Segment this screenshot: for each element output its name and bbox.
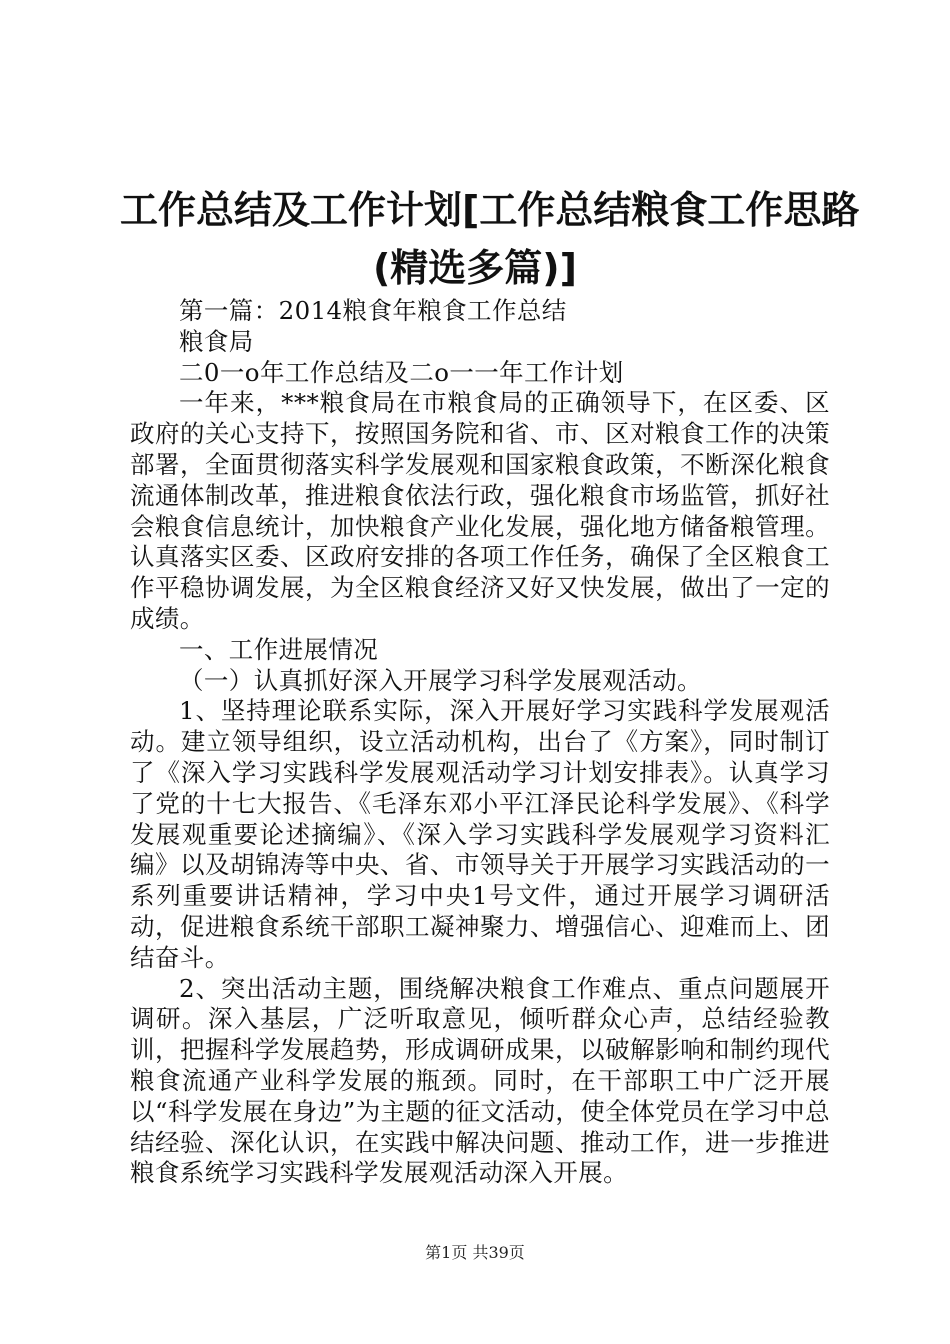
author-line: 粮食局 xyxy=(179,326,254,356)
section-heading: 第一篇：2014粮食年粮食工作总结 xyxy=(179,296,567,325)
document-title-line-2: (精选多篇)] xyxy=(372,246,578,290)
subtitle-line: 二0一o年工作总结及二o一一年工作计划 xyxy=(179,357,624,387)
section-heading: 一、工作进展情况 xyxy=(179,634,379,664)
body-paragraph: 2、突出活动主题，围绕解决粮食工作难点、重点问题展开调研。深入基层，广泛听取意见，倾听群众心声，总结经验教训，把握科学发展趋势，形成调研成果，以破解影响和制约现代粮食流通产业科学发展的瓶颈。同时，在干部职工中广泛开展以“科学发展在身边”为主题的征文活动，使全体党员在学习中总结经验、深化认识，在实践中解决问题、推动工作，进一步推进粮食系统学习实践科学发展观活动深入开展。 xyxy=(130,973,830,1188)
body-paragraph: 1、坚持理论联系实际，深入开展好学习实践科学发展观活动。建立领导组织，设立活动机构，出台了《方案》，同时制订了《深入学习实践科学发展观活动学习计划安排表》。认真学习了党的十七大报告、《毛泽东邓小平江泽民论科学发展》、《科学发展观重要论述摘编》、《深入学习实践科学发展观学习资料汇编》以及胡锦涛等中央、省、市领导关于开展学习实践活动的一系列重要讲话精神，学习中央1号文件，通过开展学习调研活动，促进粮食系统干部职工凝神聚力、增强信心、迎难而上、团结奋斗。 xyxy=(130,696,830,972)
document-title-line-1: 工作总结及工作计划[工作总结粮食工作思路 xyxy=(120,188,860,232)
subsection-heading: （一）认真抓好深入开展学习科学发展观活动。 xyxy=(179,665,702,695)
body-paragraph: 一年来，***粮食局在市粮食局的正确领导下，在区委、区政府的关心支持下，按照国务院和省、市、区对粮食工作的决策部署，全面贯彻落实科学发展观和国家粮食政策，不断深化粮食流通体制改革，推进粮食依法行政，强化粮食市场监管，抓好社会粮食信息统计，加快粮食产业化发展，强化地方储备粮管理。认真落实区委、区政府安排的各项工作任务，确保了全区粮食工作平稳协调发展，为全区粮食经济又好又快发展，做出了一定的成绩。 xyxy=(130,388,830,633)
document-body xyxy=(130,296,830,1189)
page-number-footer: 第1页 共39页 xyxy=(425,1243,525,1262)
